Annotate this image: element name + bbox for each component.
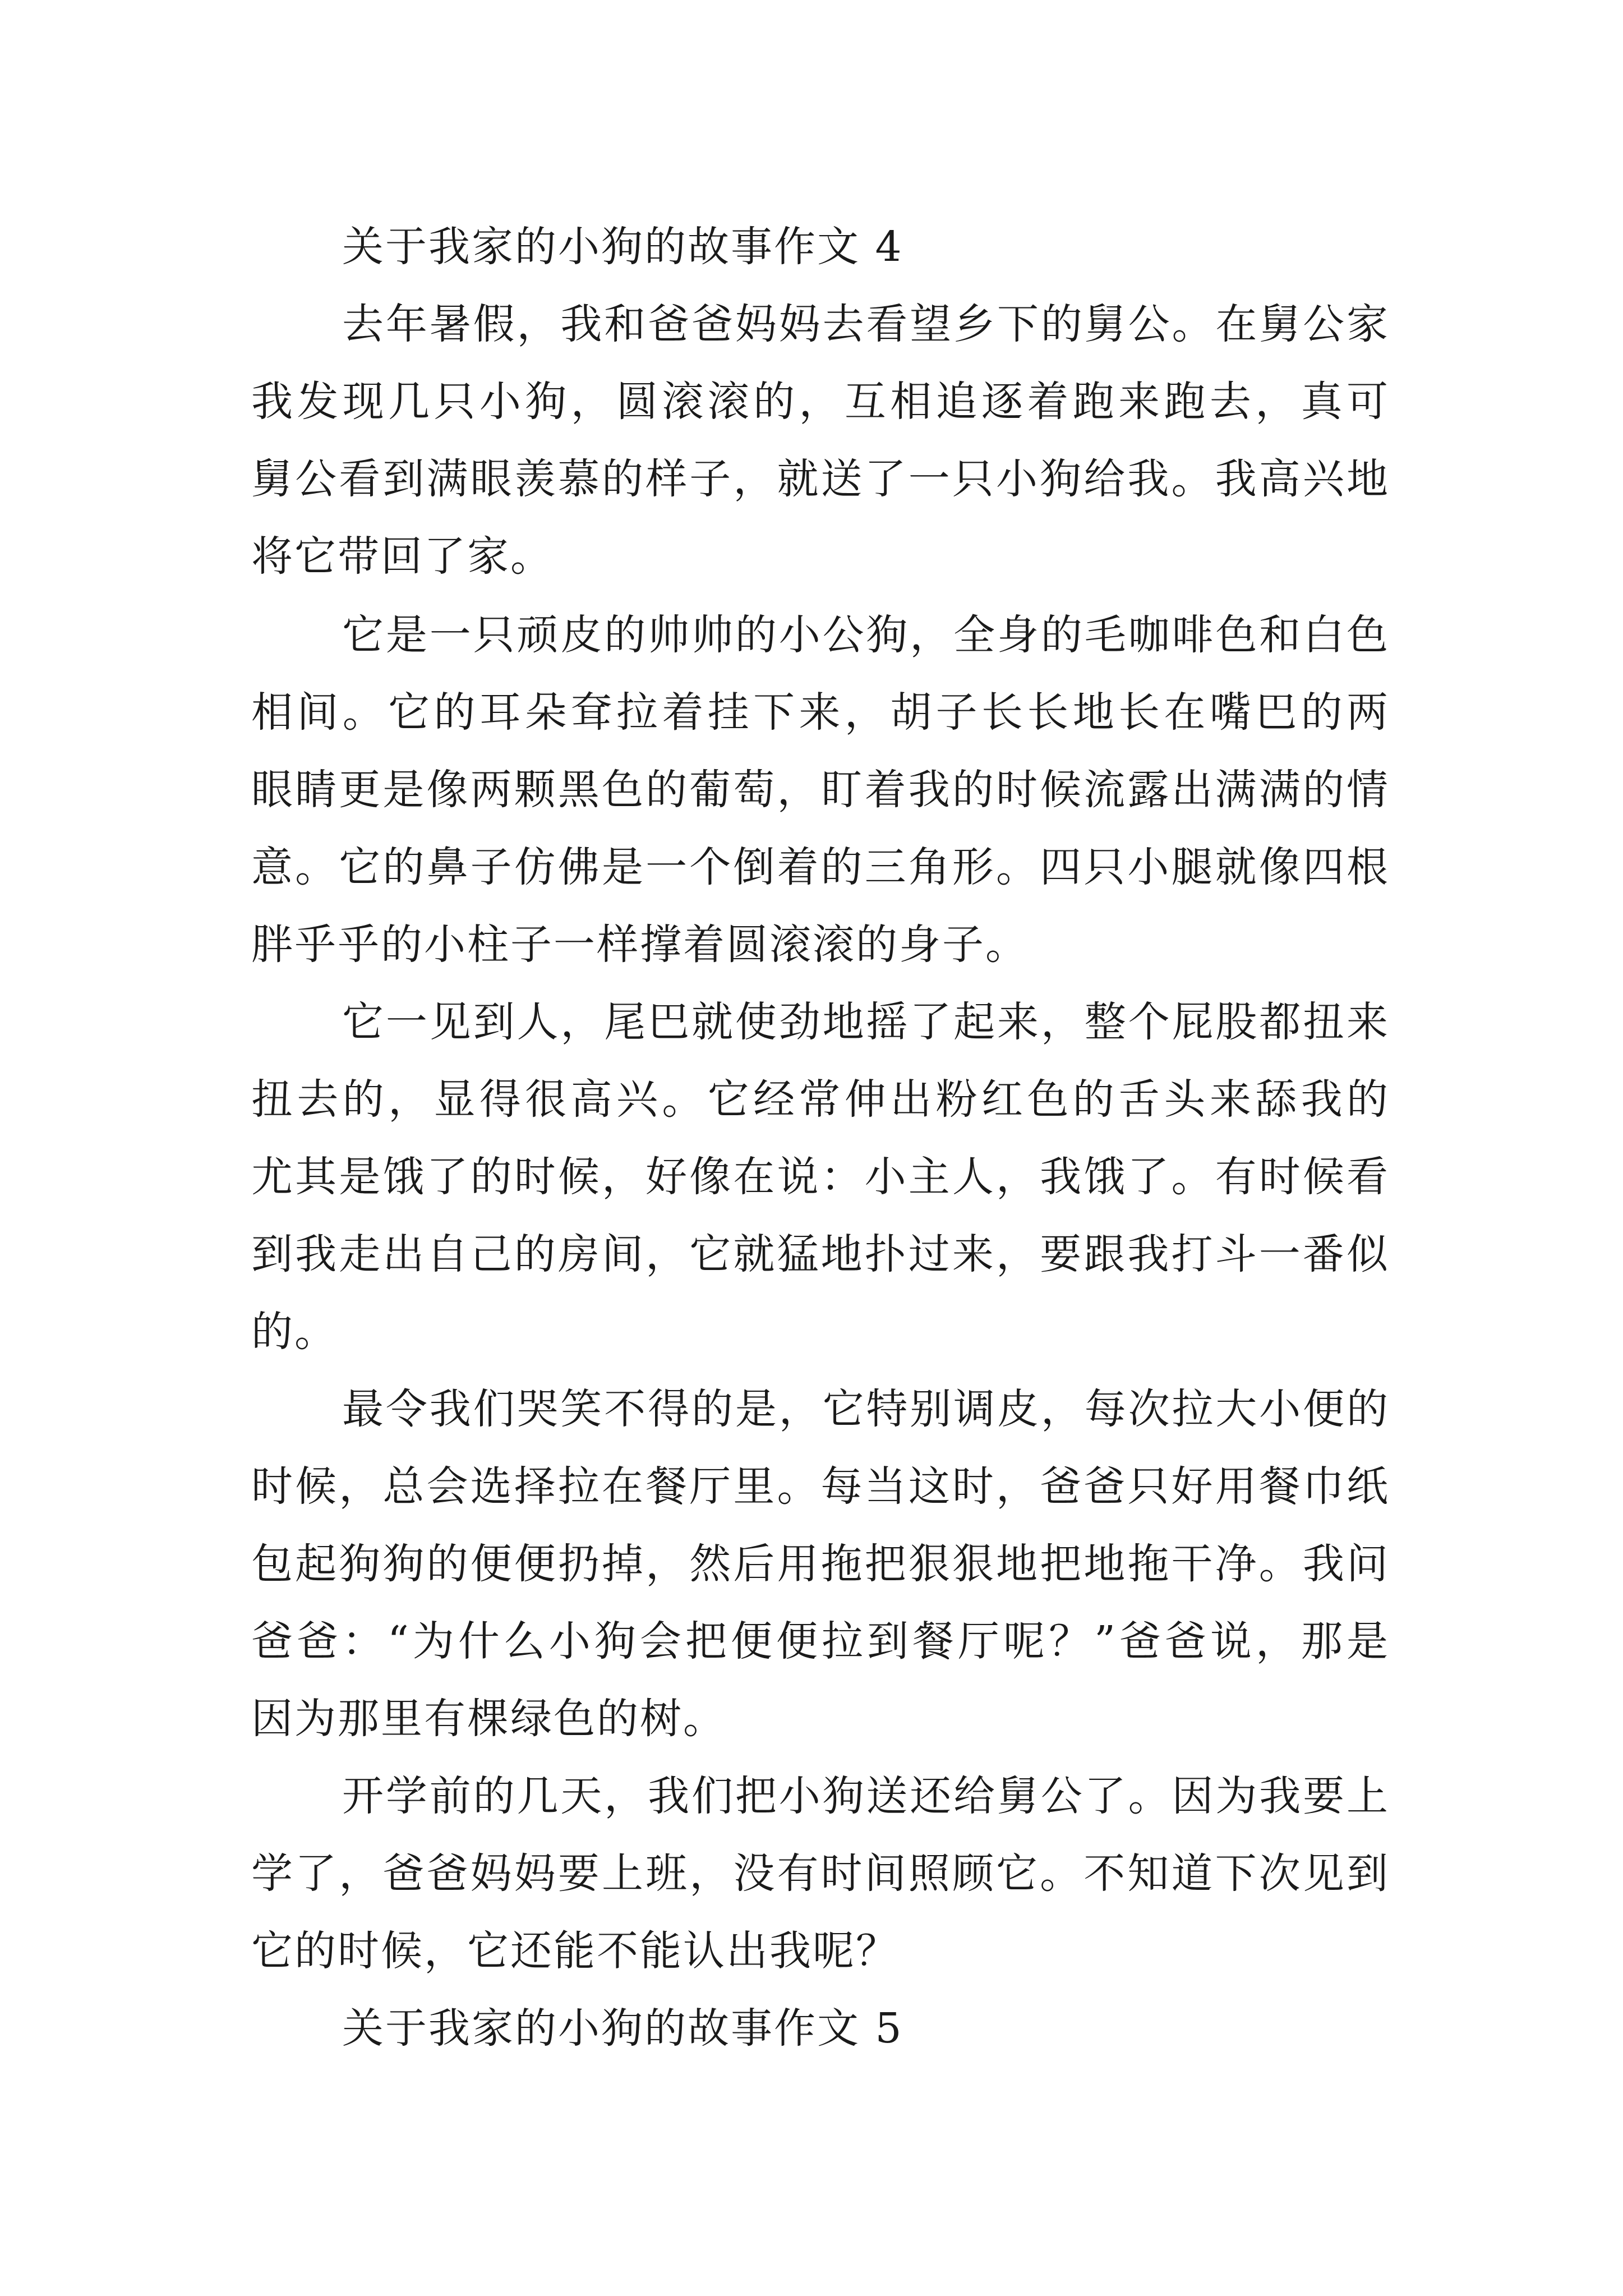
paragraph-1-line-3: 舅公看到满眼羡慕的样子，就送了一只小狗给我。我高兴地 [251, 455, 1390, 503]
paragraph-5-line-1: 开学前的几天，我们把小狗送还给舅公了。因为我要上 [342, 1772, 1390, 1820]
essay-heading-5: 关于我家的小狗的故事作文 5 [342, 2004, 903, 2053]
paragraph-2-line-3: 眼睛更是像两颗黑色的葡萄，盯着我的时候流露出满满的情 [251, 766, 1390, 814]
paragraph-2-line-5: 胖乎乎的小柱子一样撑着圆滚滚的身子。 [251, 921, 1029, 969]
paragraph-4-line-2: 时候，总会选择拉在餐厅里。每当这时，爸爸只好用餐巾纸 [251, 1462, 1390, 1511]
paragraph-4-line-1: 最令我们哭笑不得的是，它特别调皮，每次拉大小便的 [342, 1385, 1390, 1433]
paragraph-4-line-4: 爸爸：“为什么小狗会把便便拉到餐厅呢？”爸爸说，那是 [251, 1617, 1390, 1665]
paragraph-2-line-2: 相间。它的耳朵耷拉着挂下来，胡子长长地长在嘴巴的两 [251, 688, 1390, 737]
paragraph-1-line-2: 我发现几只小狗，圆滚滚的，互相追逐着跑来跑去，真可 [251, 378, 1390, 426]
paragraph-5-line-3: 它的时候，它还能不能认出我呢？ [251, 1927, 899, 1975]
paragraph-2-line-4: 意。它的鼻子仿佛是一个倒着的三角形。四只小腿就像四根 [251, 843, 1390, 891]
paragraph-5-line-2: 学了，爸爸妈妈要上班，没有时间照顾它。不知道下次见到 [251, 1849, 1390, 1898]
paragraph-3-line-3: 尤其是饿了的时候，好像在说：小主人，我饿了。有时候看 [251, 1153, 1390, 1201]
paragraph-3-line-2: 扭去的，显得很高兴。它经常伸出粉红色的舌头来舔我的 [251, 1075, 1390, 1124]
paragraph-3-line-5: 的。 [251, 1308, 338, 1356]
paragraph-2-line-1: 它是一只顽皮的帅帅的小公狗，全身的毛咖啡色和白色 [342, 611, 1390, 659]
paragraph-3-line-4: 到我走出自己的房间，它就猛地扑过来，要跟我打斗一番似 [251, 1230, 1390, 1278]
essay-heading-4: 关于我家的小狗的故事作文 4 [342, 223, 903, 271]
paragraph-4-line-5: 因为那里有棵绿色的树。 [251, 1695, 726, 1743]
paragraph-3-line-1: 它一见到人，尾巴就使劲地摇了起来，整个屁股都扭来 [342, 998, 1390, 1046]
paragraph-4-line-3: 包起狗狗的便便扔掉，然后用拖把狠狠地把地拖干净。我问 [251, 1540, 1390, 1588]
paragraph-1-line-1: 去年暑假，我和爸爸妈妈去看望乡下的舅公。在舅公家 [342, 300, 1390, 348]
paragraph-1-line-4: 将它带回了家。 [251, 532, 554, 581]
